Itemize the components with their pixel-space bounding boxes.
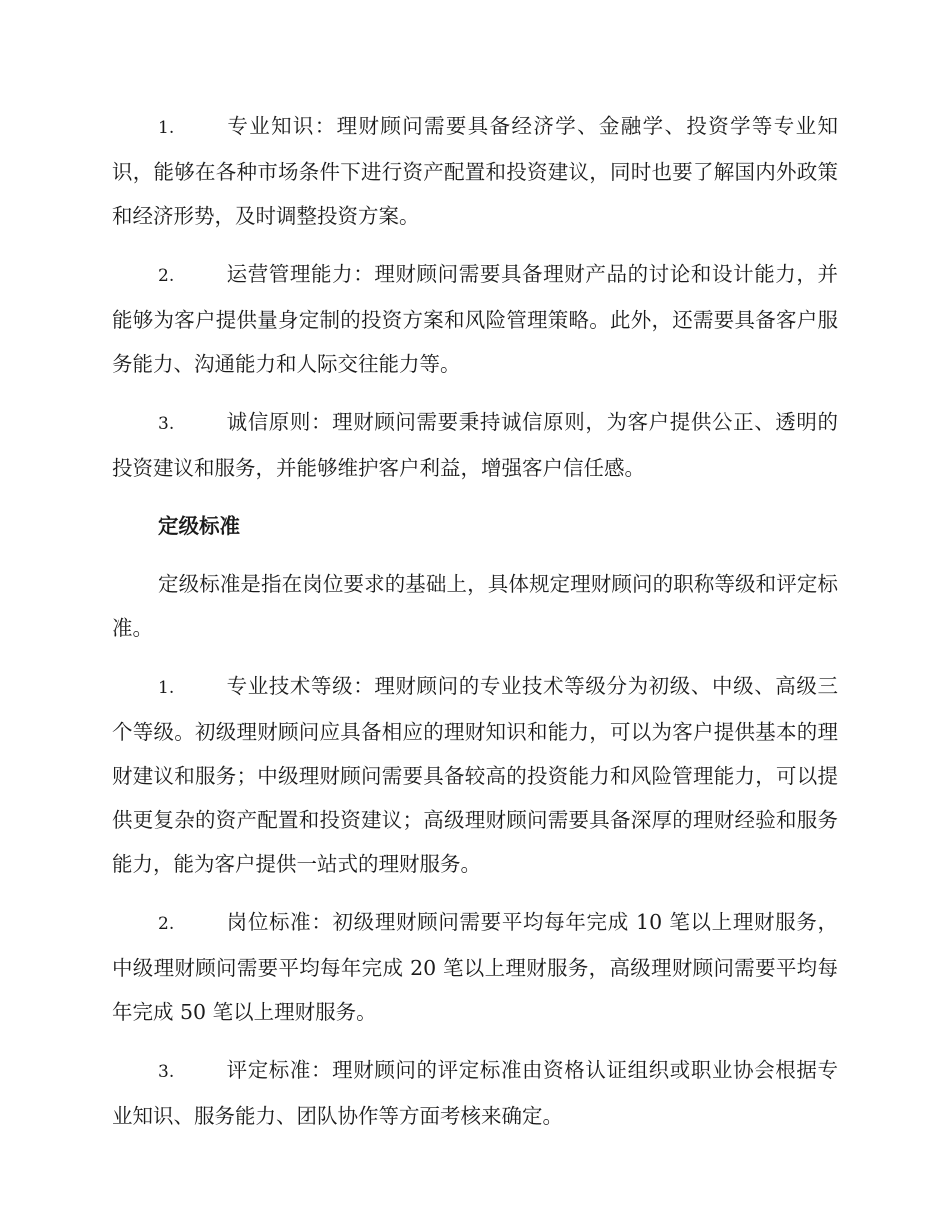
list-number: 1. [158, 678, 175, 698]
list-item [112, 252, 838, 386]
list-number: 3. [158, 414, 175, 434]
section-heading: 定级标准 [158, 514, 240, 538]
list-item-text: 岗位标准：初级理财顾问需要平均每年完成 10 笔以上理财服务，中级理财顾问需要平均每年完成 20 笔以上理财服务，高级理财顾问需要平均每年完成 50 笔以上理财服务。 [112, 910, 838, 1024]
list-item-text: 诚信原则：理财顾问需要秉持诚信原则，为客户提供公正、透明的投资建议和服务，并能够维护客户利益，增强客户信任感。 [112, 410, 838, 480]
list-number: 2. [158, 914, 175, 934]
list-number: 2. [158, 266, 175, 286]
list-item-text: 专业知识：理财顾问需要具备经济学、金融学、投资学等专业知识，能够在各种市场条件下进行资产配置和投资建议，同时也要了解国内外政策和经济形势，及时调整投资方案。 [112, 114, 838, 228]
list-number: 1. [158, 118, 175, 138]
document-page [112, 104, 838, 1152]
list-item-text: 专业技术等级：理财顾问的专业技术等级分为初级、中级、高级三个等级。初级理财顾问应具备相应的理财知识和能力，可以为客户提供基本的理财建议和服务；中级理财顾问需要具备较高的投资能力和风险管理能力，可以提供更复杂的资产配置和投资建议；高级理财顾问需要具备深厚的理财经验和服务能力，能为客户提供一站式的理财服务。 [112, 674, 838, 876]
list-item [112, 900, 838, 1034]
list-item [112, 400, 838, 490]
list-item-text: 运营管理能力：理财顾问需要具备理财产品的讨论和设计能力，并能够为客户提供量身定制的投资方案和风险管理策略。此外，还需要具备客户服务能力、沟通能力和人际交往能力等。 [112, 262, 838, 376]
list-item [112, 104, 838, 238]
list-item [112, 664, 838, 886]
section-intro: 定级标准是指在岗位要求的基础上，具体规定理财顾问的职称等级和评定标准。 [112, 572, 838, 640]
list-number: 3. [158, 1062, 175, 1082]
list-item [112, 1048, 838, 1138]
list-item-text: 评定标准：理财顾问的评定标准由资格认证组织或职业协会根据专业知识、服务能力、团队协作等方面考核来确定。 [112, 1058, 838, 1128]
